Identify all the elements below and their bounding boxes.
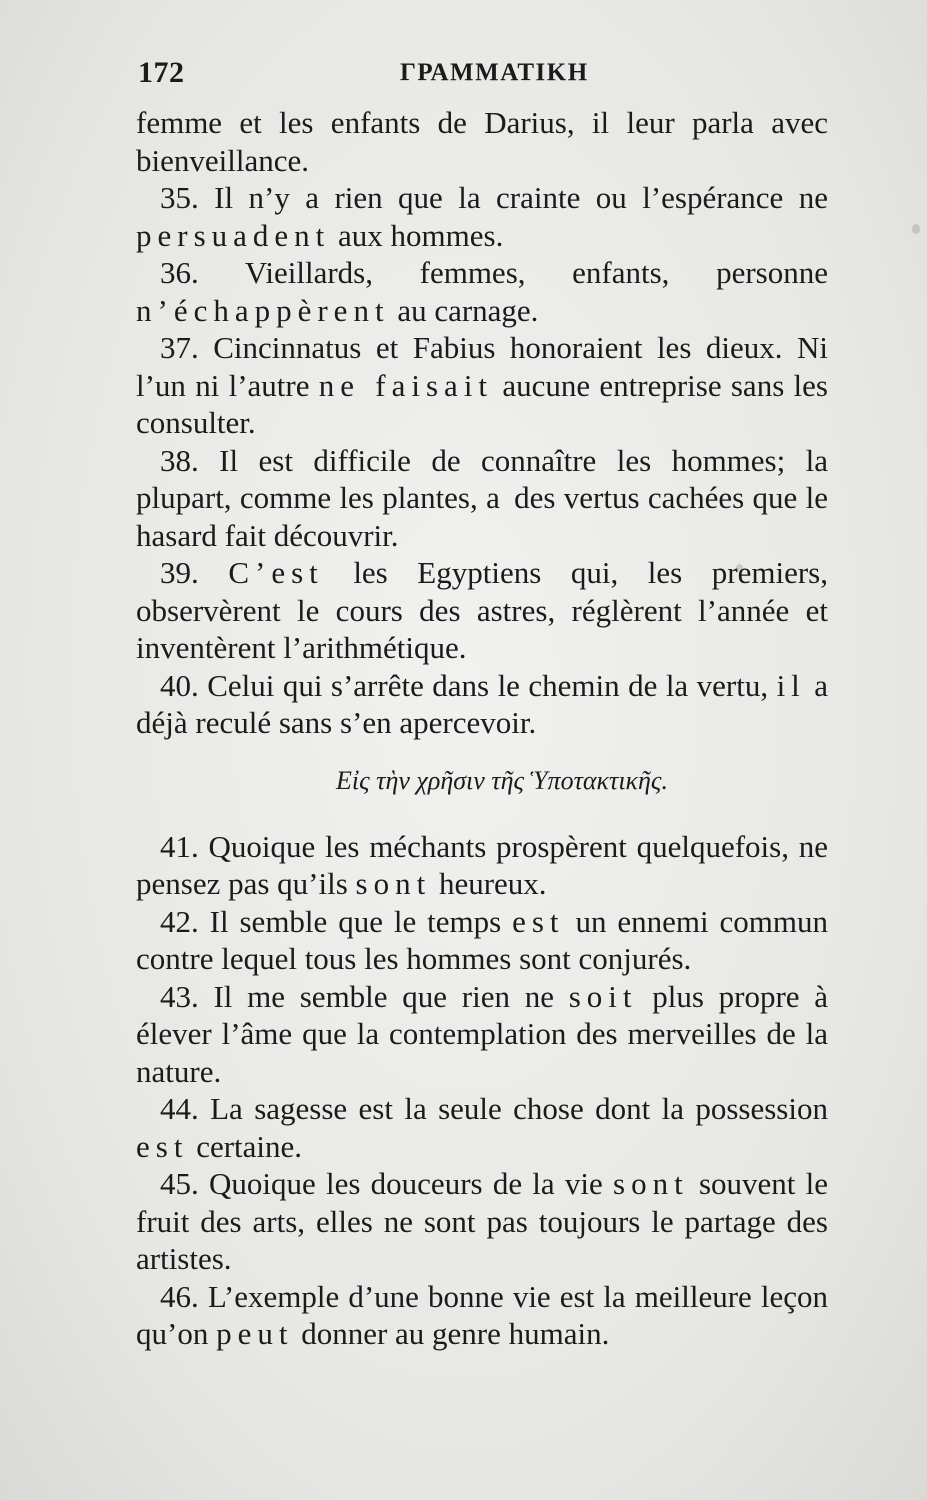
exercise-text: a déjà reculé sans s’en apercevoir. bbox=[136, 667, 829, 740]
exercise-item bbox=[136, 554, 828, 667]
emphasized-verb: persuadent bbox=[136, 217, 331, 253]
exercise-text: souvent le fruit des arts, elles ne sont pas toujours le partage des artistes. bbox=[136, 1166, 829, 1276]
emphasized-verb: il bbox=[776, 667, 806, 703]
exercise-item bbox=[136, 1278, 828, 1353]
emphasized-verb: sont bbox=[355, 866, 432, 901]
exercise-item bbox=[136, 978, 828, 1091]
exercise-item bbox=[136, 903, 828, 978]
exercise-text: aucune entreprise sans les consulter. bbox=[136, 367, 828, 440]
exercise-item bbox=[136, 254, 828, 329]
exercise-number: 41. bbox=[160, 828, 199, 864]
exercise-item bbox=[136, 1090, 828, 1165]
exercise-item bbox=[136, 1165, 828, 1278]
exercise-text: Quoique les méchants prospèrent quelquefois, ne pensez pas qu’ils bbox=[136, 828, 828, 901]
exercise-text: certaine. bbox=[188, 1128, 303, 1164]
exercise-number: 37. bbox=[160, 330, 199, 365]
exercise-item bbox=[136, 179, 828, 254]
exercise-number: 45. bbox=[160, 1166, 199, 1201]
exercise-number: 38. bbox=[160, 442, 199, 478]
exercise-text: les Egyptiens qui, les premiers, observèrent le cours des astres, réglèrent l’année et inventèrent l’arithmétique. bbox=[136, 555, 828, 665]
emphasized-verb: sont bbox=[613, 1166, 689, 1201]
exercise-text: Il n’y a rien que la crainte ou l’espérance ne bbox=[214, 180, 828, 215]
exercise-text: Quoique les douceurs de la vie bbox=[209, 1166, 614, 1201]
exercise-list-top bbox=[136, 179, 828, 742]
exercise-text: heureux. bbox=[431, 866, 547, 901]
emphasized-verb: n’échappèrent bbox=[136, 292, 390, 328]
running-head bbox=[138, 56, 828, 92]
emphasized-verb: C’est bbox=[228, 555, 324, 590]
body-text bbox=[136, 104, 828, 1353]
exercise-number: 39. bbox=[160, 555, 199, 590]
exercise-text: L’exemple d’une bonne vie est la meilleure leçon qu’on bbox=[136, 1278, 828, 1351]
exercise-list-bottom bbox=[136, 828, 828, 1353]
emphasized-verb: est bbox=[136, 1128, 189, 1164]
exercise-item bbox=[136, 828, 828, 903]
emphasized-verb: a bbox=[486, 480, 506, 515]
exercise-number: 43. bbox=[160, 978, 199, 1014]
exercise-text: au carnage. bbox=[389, 292, 539, 328]
intro-paragraph: femme et les enfants de Darius, il leur parla avec bienveillance. bbox=[136, 105, 828, 178]
page-number: 172 bbox=[138, 56, 185, 89]
exercise-number: 46. bbox=[160, 1278, 199, 1314]
emphasized-verb: peut bbox=[216, 1316, 294, 1351]
exercise-number: 40. bbox=[160, 667, 199, 703]
exercise-number: 35. bbox=[160, 180, 199, 215]
exercise-number: 44. bbox=[160, 1091, 199, 1126]
exercise-text: Celui qui s’arrête dans le chemin de la vertu, bbox=[207, 667, 777, 703]
exercise-item bbox=[136, 667, 828, 742]
exercise-text: Vieillards, femmes, enfants, personne bbox=[244, 255, 828, 290]
exercise-text: Il semble que le temps bbox=[209, 903, 513, 939]
ink-speck bbox=[912, 224, 920, 234]
section-heading: Εἰς τὴν χρῆσιν τῆς Ὑποτακτικῆς. bbox=[336, 765, 668, 795]
exercise-text: Il est difficile de connaître les hommes; la plupart, comme les plantes, bbox=[136, 442, 829, 515]
exercise-number: 36. bbox=[160, 255, 199, 290]
exercise-text: Il me semble que rien ne bbox=[213, 978, 569, 1014]
running-title: ΓΡΑΜΜΑΤΙΚΗ bbox=[400, 59, 589, 86]
exercise-item bbox=[136, 329, 828, 442]
exercise-text: un ennemi commun contre lequel tous les hommes sont conjurés. bbox=[136, 903, 828, 976]
emphasized-verb: ne faisait bbox=[318, 367, 494, 403]
exercise-text: aux hommes. bbox=[330, 217, 504, 253]
exercise-text: des vertus cachées que le hasard fait découvrir. bbox=[136, 480, 829, 553]
exercise-item bbox=[136, 442, 828, 555]
emphasized-verb: soit bbox=[568, 978, 638, 1014]
exercise-number: 42. bbox=[160, 903, 199, 939]
exercise-text: plus propre à élever l’âme que la contemplation des merveilles de la nature. bbox=[136, 978, 829, 1089]
exercise-text: La sagesse est la seule chose dont la possession bbox=[210, 1091, 828, 1126]
emphasized-verb: est bbox=[512, 903, 565, 939]
exercise-text: Cincinnatus et Fabius honoraient les dieux. Ni l’un ni l’autre bbox=[136, 330, 828, 403]
exercise-text: donner au genre humain. bbox=[293, 1316, 610, 1351]
